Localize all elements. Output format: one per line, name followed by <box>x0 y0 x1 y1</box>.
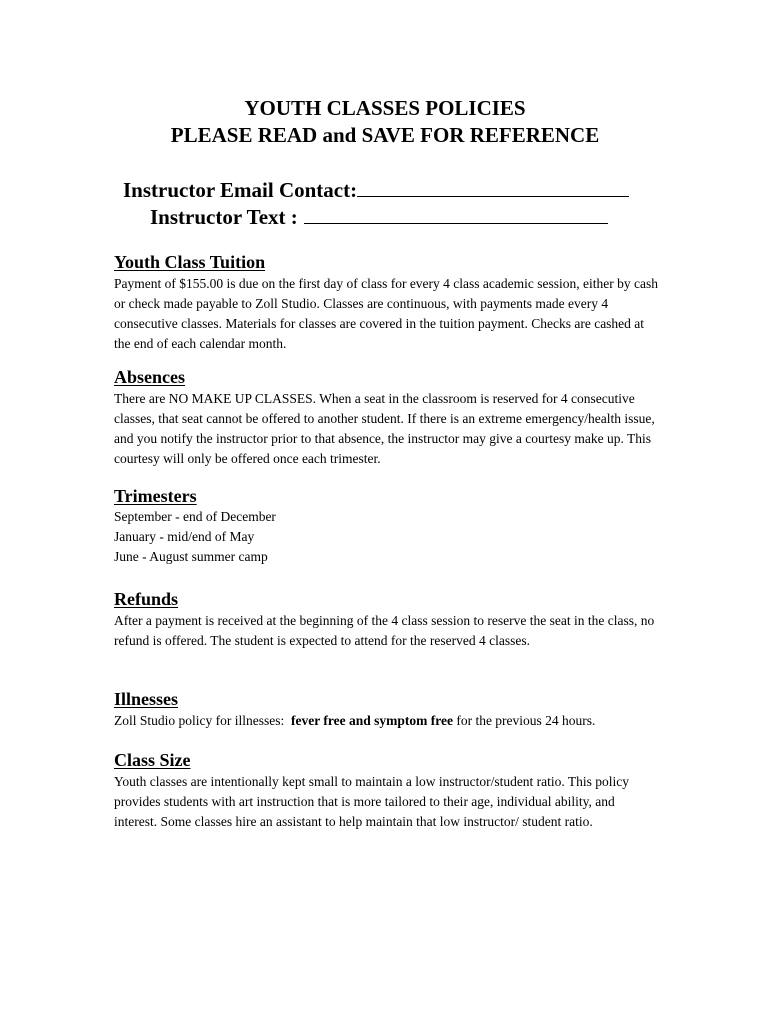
document-subtitle: PLEASE READ and SAVE FOR REFERENCE <box>170 123 600 147</box>
illness-policy-suffix: for the previous 24 hours. <box>452 713 596 728</box>
instructor-text-blank <box>304 203 608 224</box>
trimester-item: June - August summer camp <box>114 549 268 564</box>
section-class-size <box>114 749 659 832</box>
instructor-email-row <box>123 176 629 204</box>
section-heading: Youth Class Tuition <box>114 252 266 272</box>
section-trimesters <box>114 485 659 567</box>
illness-policy-emphasis: fever free and symptom free <box>291 713 453 728</box>
instructor-text-label: Instructor Text : <box>150 205 298 229</box>
section-body: Payment of $155.00 is due on the first day of class for every 4 class academic session, either by cash or check made payable to Zoll Studio. Classes are continuous, with payments made every 4 consecutive classes. Materials for classes are covered in the tuition payment. Checks are cashed at the end of each calendar month. <box>114 276 658 351</box>
instructor-text-row <box>150 203 608 231</box>
section-absences <box>114 366 659 469</box>
section-heading: Absences <box>114 367 185 387</box>
section-body: After a payment is received at the beginning of the 4 class session to reserve the seat in the class, no refund is offered. The student is expected to attend for the reserved 4 classes. <box>114 613 655 648</box>
trimester-item: January - mid/end of May <box>114 529 255 544</box>
instructor-email-label: Instructor Email Contact: <box>123 178 358 202</box>
section-body: Youth classes are intentionally kept small to maintain a low instructor/student ratio. This policy provides students with art instruction that is more tailored to their age, individual ability, and interest. Some classes hire an assistant to help maintain that low instructor/ student ratio. <box>114 774 630 829</box>
section-heading: Class Size <box>114 750 191 770</box>
document-title: YOUTH CLASSES POLICIES <box>244 96 526 120</box>
trimester-list <box>114 507 659 567</box>
section-body <box>114 711 659 731</box>
section-body: There are NO MAKE UP CLASSES. When a seat in the classroom is reserved for 4 consecutive classes, that seat cannot be offered to another student. If there is an extreme emergency/health issue, and you notify the instructor prior to that absence, the instructor may give a courtesy make up. This courtesy will only be offered once each trimester. <box>114 391 655 466</box>
section-heading: Trimesters <box>114 486 197 506</box>
illness-policy-prefix: Zoll Studio policy for illnesses: <box>114 713 291 728</box>
section-heading: Refunds <box>114 589 179 609</box>
section-tuition <box>114 251 659 354</box>
section-refunds <box>114 588 659 651</box>
trimester-item: September - end of December <box>114 509 276 524</box>
section-heading: Illnesses <box>114 689 179 709</box>
instructor-email-blank <box>357 176 629 197</box>
section-illnesses <box>114 688 659 731</box>
